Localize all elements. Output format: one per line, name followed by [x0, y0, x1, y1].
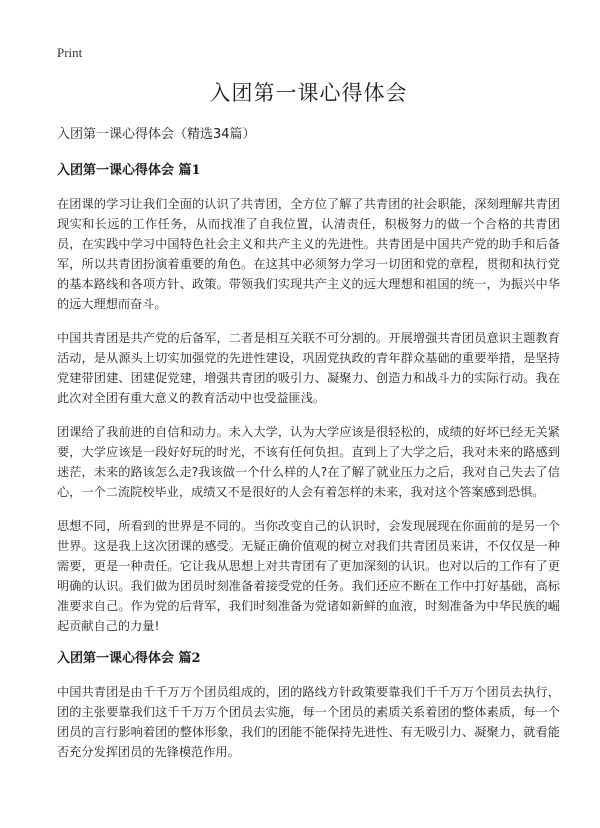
page-title: 入团第一课心得体会 [209, 81, 408, 105]
paragraph: 中国共青团是共产党的后备军，二者是相互关联不可分割的。开展增强共青团员意识主题教育活动，是从源头上切实加强党的先进性建设，巩固党执政的青年群众基础的重要举措，是坚持党建带团建、团建促党建，增强共青团的吸引力、凝聚力、创造力和战斗力的实际行动。我在此次对全团有重大意义的教育活动中也受益匪浅。 [57, 331, 560, 405]
paragraph: 思想不同，所看到的世界是不同的。当你改变自己的认识时，会发现展现在你面前的是另一个世界。这是我上这次团课的感受。无疑正确价值观的树立对我们共青团员来讲，不仅仅是一种需要，更是一种责任。它让我从思想上对共青团有了更加深刻的认识。也对以后的工作有了更明确的认识。我们做为团员时刻准备着接受党的任务。我们还应不断在工作中打好基础，高标准要求自己。作为党的后背军，我们时刻准备为党诸如新鲜的血液，时刻准备为中华民族的崛起贡献自己的力量! [57, 519, 560, 633]
paragraph: 团课给了我前进的自信和动力。未入大学，认为大学应该是很轻松的，成绩的好坏已经无关紧要，大学应该是一段好好玩的时光，不该有任何负担。直到上了大学之后，我对未来的路感到迷茫，未来的路该怎么走?我该做一个什么样的人?在了解了就业压力之后，我对自己失去了信心，一个二流院校毕业，成绩又不是很好的人会有着怎样的未来，我对这个答案感到恐惧。 [57, 425, 560, 499]
paragraph: 在团课的学习让我们全面的认识了共青团，全方位了解了共青团的社会职能，深刻理解共青团现实和长远的工作任务，从而找准了自我位置，认清责任，积极努力的做一个合格的共青团员，在实践中学习中国特色社会主义和共产主义的先进性。共青团是中国共产党的助手和后备军，所以共青团扮演着重要的角色。在这其中必须努力学习一切团和党的章程，贯彻和执行党的基本路线和各项方针、政策。带领我们实现共产主义的远大理想和祖国的统一，为振兴中华的远大理想而奋斗。 [57, 197, 560, 311]
print-link[interactable]: Print [57, 45, 83, 60]
section-heading: 入团第一课心得体会 篇2 [57, 651, 201, 666]
section-1 [57, 162, 560, 636]
document-subtitle: 入团第一课心得体会（精选34篇） [57, 127, 256, 142]
section-heading: 入团第一课心得体会 篇1 [57, 163, 201, 178]
paragraph: 中国共青团是由千千万万个团员组成的，团的路线方针政策要靠我们千千万万个团员去执行，团的主张要靠我们这千千万万个团员去实施，每一个团员的素质关系着团的整体素质，每一个团员的言行影响着团的整体形象，我们的团能不能保持先进性、有无吸引力、凝聚力，就看能否充分发挥团员的先锋模范作用。 [57, 685, 560, 759]
section-2 [57, 650, 560, 762]
